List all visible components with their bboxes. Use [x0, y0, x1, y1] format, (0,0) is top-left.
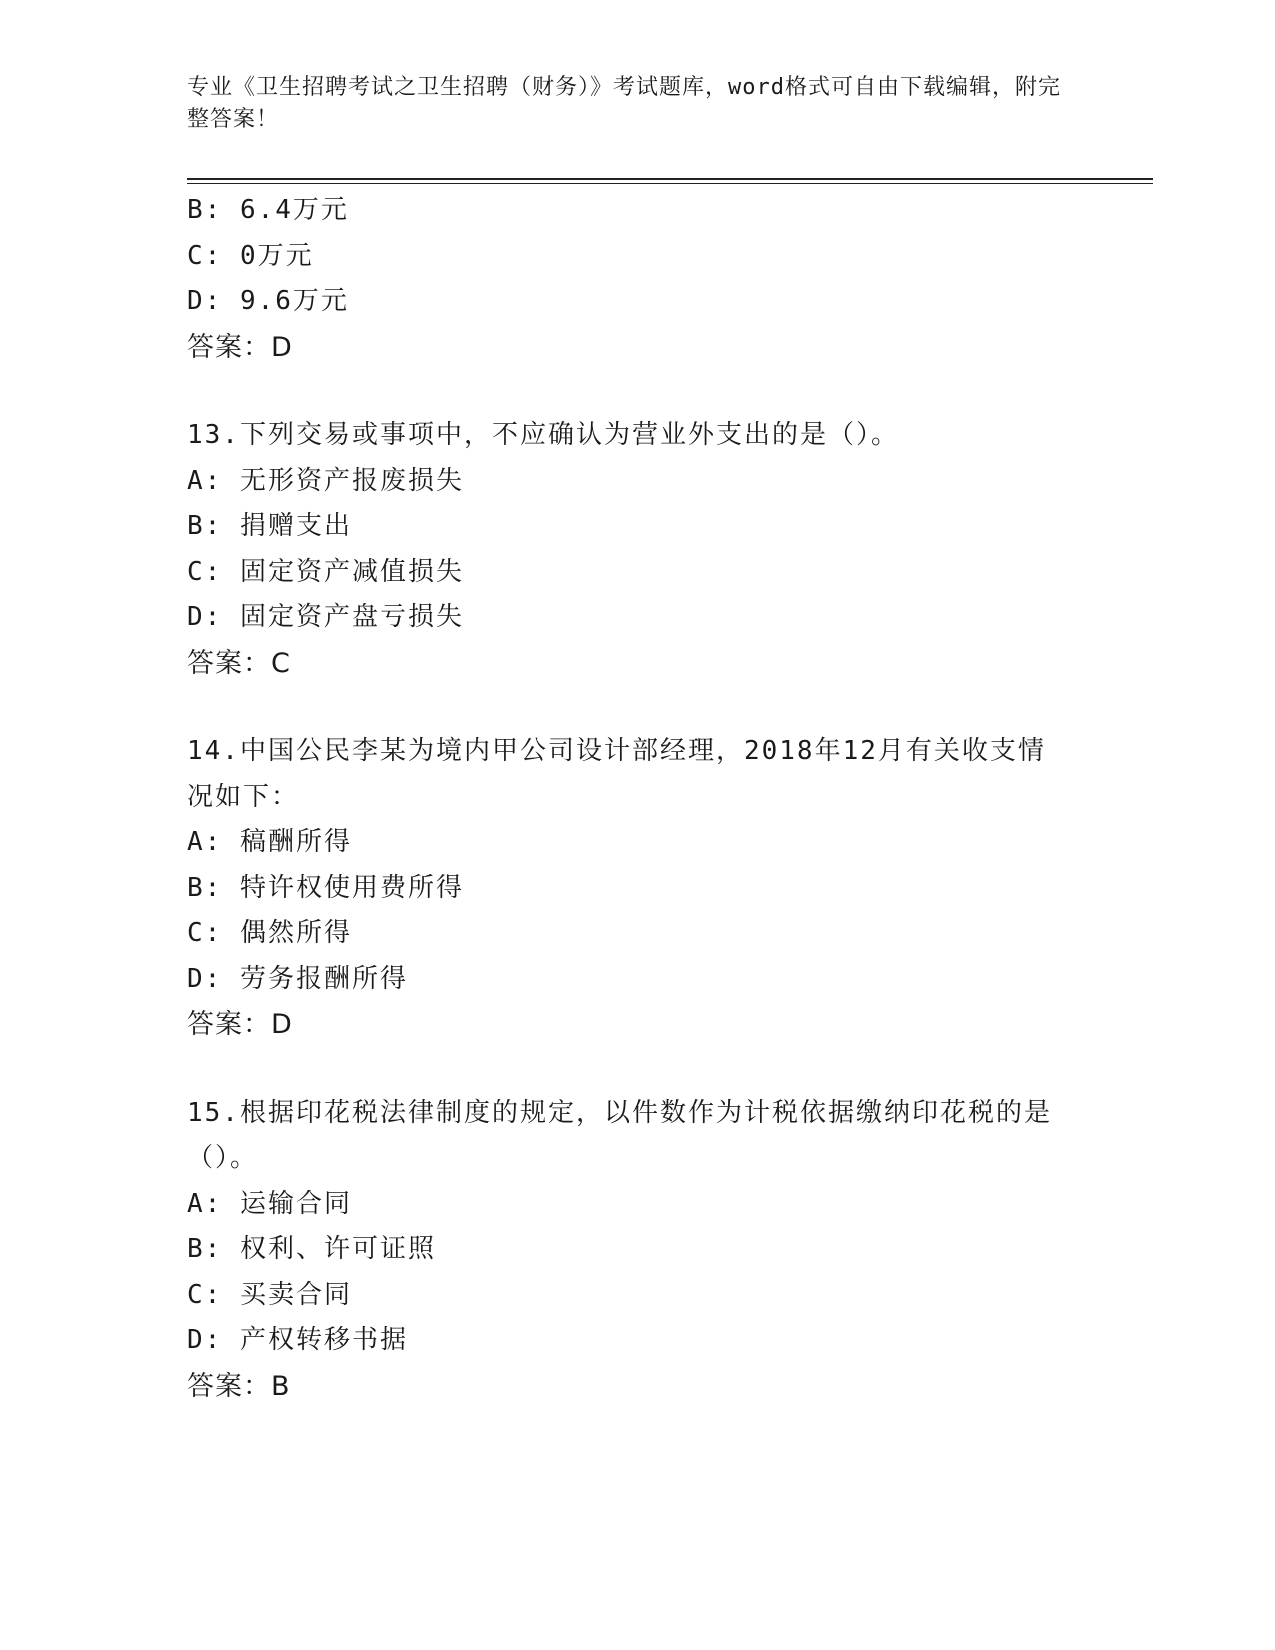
- option-c: C: 偶然所得: [187, 918, 352, 948]
- option-d: D: 劳务报酬所得: [187, 963, 408, 994]
- question-text: 14.中国公民李某为境内甲公司设计部经理，2018年12月有关收支情况如下：: [187, 736, 1046, 812]
- option-b: B: 权利、许可证照: [187, 1234, 436, 1264]
- option-a: A: 运输合同: [187, 1188, 352, 1219]
- option-d: D: 9.6万元: [187, 286, 349, 316]
- answer-line: 答案：C: [187, 647, 291, 679]
- answer-line: 答案：D: [187, 1009, 293, 1040]
- option-c: C: 买卖合同: [187, 1279, 352, 1310]
- option-b: B: 特许权使用费所得: [187, 872, 464, 903]
- header-rule-thin: [187, 183, 1153, 184]
- question-14: [187, 729, 1087, 1048]
- question-13: [187, 413, 1087, 686]
- option-c: C: 0万元: [187, 240, 314, 271]
- question-15: [187, 1091, 1087, 1410]
- option-d: D: 产权转移书据: [187, 1325, 408, 1355]
- document-header: 专业《卫生招聘考试之卫生招聘（财务）》考试题库，word格式可自由下载编辑，附完整答案！: [187, 75, 1061, 132]
- answer-line: 答案：D: [187, 331, 293, 363]
- option-b: B: 6.4万元: [187, 195, 349, 225]
- header-rule-thick: [187, 178, 1153, 180]
- option-a: A: 稿酬所得: [187, 827, 352, 857]
- option-d: D: 固定资产盘亏损失: [187, 602, 464, 632]
- question-text: 13.下列交易或事项中，不应确认为营业外支出的是（）。: [187, 420, 899, 450]
- previous-question-block: [187, 188, 1087, 370]
- option-c: C: 固定资产减值损失: [187, 556, 464, 587]
- answer-line: 答案：B: [187, 1370, 291, 1402]
- document-body: [187, 188, 1087, 1409]
- question-text: 15.根据印花税法律制度的规定，以件数作为计税依据缴纳印花税的是（）。: [187, 1097, 1052, 1173]
- option-b: B: 捐赠支出: [187, 511, 352, 541]
- option-a: A: 无形资产报废损失: [187, 465, 464, 496]
